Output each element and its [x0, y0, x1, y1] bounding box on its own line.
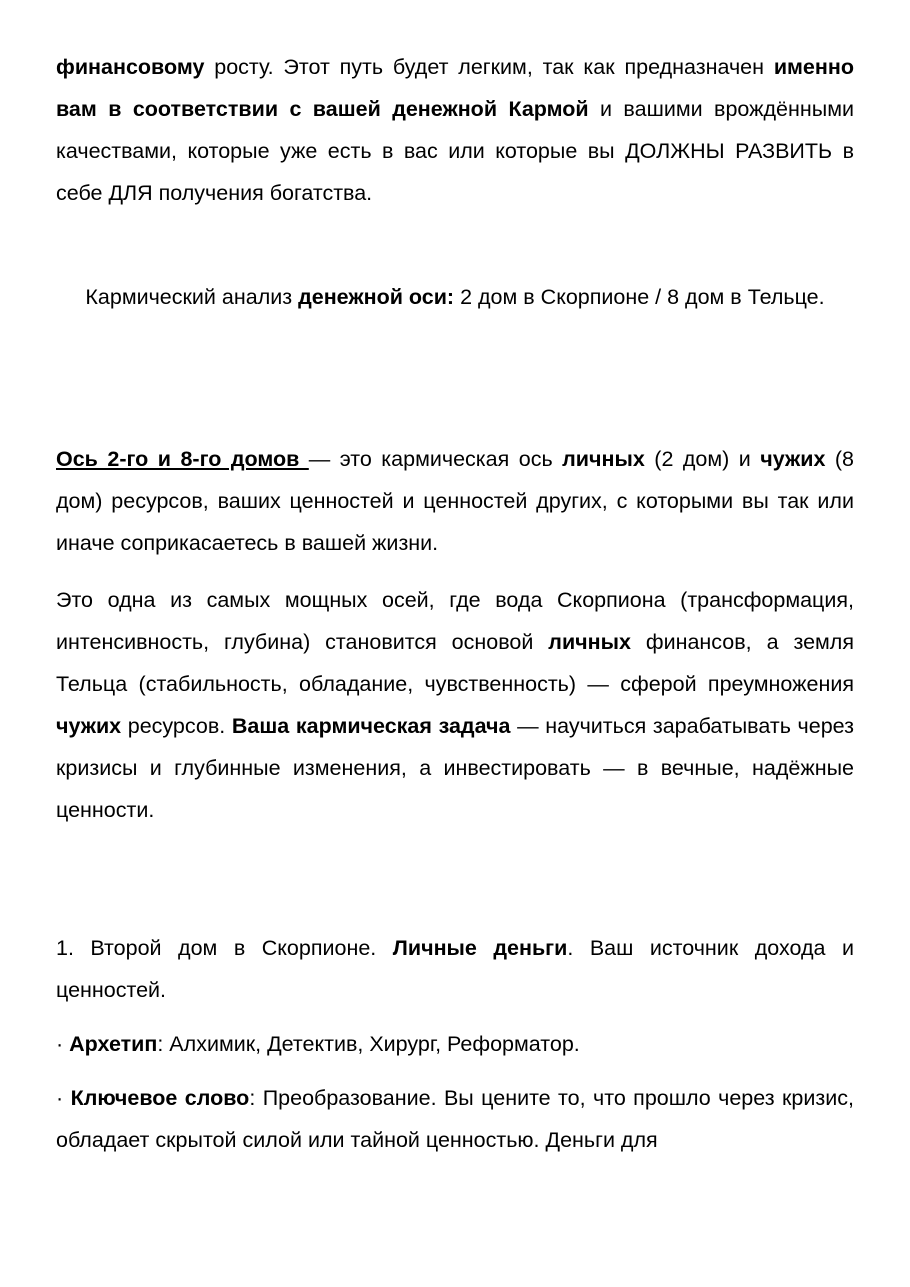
text-span: — научиться зарабатывать через кризисы и глубинные изменения, а инвестировать — в вечные, надёжные ценности.	[56, 714, 854, 822]
axis-description-paragraph	[56, 579, 854, 831]
text-span: (2 дом) и	[644, 447, 761, 471]
text-span: . Ваш источник дохода и ценностей.	[56, 936, 854, 1002]
bold-text: Ваша кармическая задача	[231, 714, 511, 738]
text-span: Кармический анализ	[85, 285, 299, 309]
text-span: — это кармическая ось	[308, 447, 563, 471]
bold-text: денежной оси:	[298, 285, 455, 309]
bold-text: финансовому	[56, 55, 205, 79]
bullet: ·	[56, 1032, 70, 1056]
text-span: (8 дом) ресурсов, ваших ценностей и ценностей других, с которыми вы так или иначе соприкасаетесь в вашей жизни.	[56, 447, 854, 555]
bold-text: чужих	[760, 447, 826, 471]
bold-text: личных	[562, 447, 645, 471]
bold-text: именно вам в соответствии с вашей денежной Кармой	[56, 55, 854, 121]
bold-text: Личные деньги	[392, 936, 568, 960]
intro-paragraph	[56, 46, 854, 214]
text-span: 2 дом в Скорпионе / 8 дом в Тельце.	[454, 285, 825, 309]
text-span: : Алхимик, Детектив, Хирург, Реформатор.	[157, 1032, 580, 1056]
archetype-list-item	[56, 1023, 854, 1065]
bold-text: чужих	[56, 714, 122, 738]
axis-paragraph	[56, 438, 854, 564]
text-span: и вашими врождёнными качествами, которые уже есть в вас или которые вы ДОЛЖНЫ РАЗВИТЬ в себе ДЛЯ получения богатства.	[56, 97, 854, 205]
second-house-paragraph	[56, 927, 854, 1011]
text-span: : Преобразование. Вы цените то, что прошло через кризис, обладает скрытой силой или тайной ценностью. Деньги для	[56, 1086, 854, 1152]
text-span: Это одна из самых мощных осей, где вода Скорпиона (трансформация, интенсивность, глубина) становится основой	[56, 588, 854, 654]
text-span: ресурсов.	[121, 714, 232, 738]
bold-text: личных	[548, 630, 631, 654]
bold-text: Ключевое слово	[70, 1086, 250, 1110]
text-span: 1. Второй дом в Скорпионе.	[56, 936, 393, 960]
bold-text: Архетип	[69, 1032, 158, 1056]
section-heading	[56, 276, 854, 318]
document-page	[56, 46, 854, 1161]
bullet: ·	[56, 1086, 71, 1110]
keyword-list-item	[56, 1077, 854, 1161]
underlined-bold-text: Ось 2-го и 8-го домов	[56, 447, 309, 471]
text-span: росту. Этот путь будет легким, так как предназначен	[204, 55, 774, 79]
text-span: финансов, а земля Тельца (стабильность, обладание, чувственность) — сферой преумножения	[56, 630, 854, 696]
